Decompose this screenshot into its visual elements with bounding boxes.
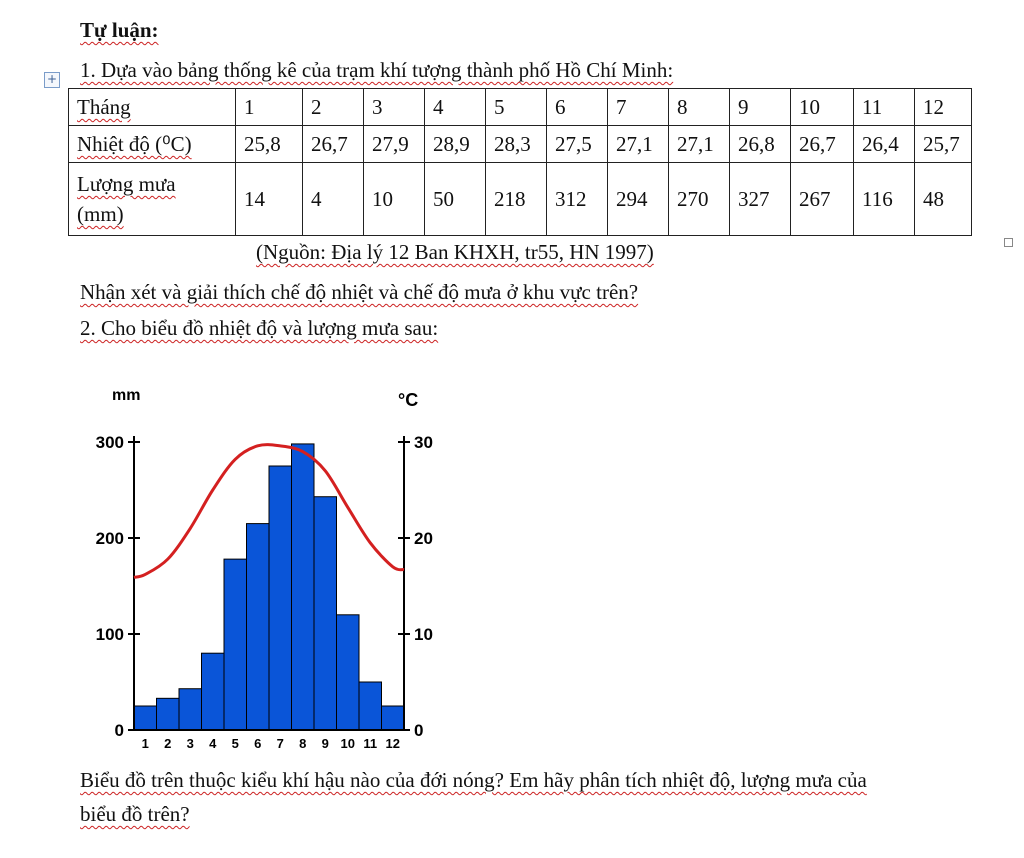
q1-task: Nhận xét và giải thích chế độ nhiệt và chế độ mưa ở khu vực trên? <box>80 280 639 304</box>
rainfall-cell: 312 <box>547 163 608 236</box>
rainfall-cell: 10 <box>364 163 425 236</box>
table-move-handle-icon[interactable]: + <box>44 72 60 88</box>
rain-bar <box>337 615 360 730</box>
temperature-cell: 25,7 <box>915 126 972 163</box>
table-row-month <box>69 89 972 126</box>
right-tick-label: 30 <box>414 433 433 452</box>
rainfall-cell: 267 <box>791 163 854 236</box>
left-tick-label: 200 <box>95 529 124 548</box>
rainfall-cell: 4 <box>303 163 364 236</box>
month-cell: 7 <box>608 89 669 126</box>
climate-table <box>68 88 972 236</box>
month-cell: 3 <box>364 89 425 126</box>
month-tick-label: 11 <box>363 736 378 750</box>
table-source <box>256 240 654 265</box>
q2-task-line1: Biểu đồ trên thuộc kiểu khí hậu nào của đới nóng? Em hãy phân tích nhiệt độ, lượng mưa của <box>80 768 867 792</box>
rain-bar <box>224 559 247 730</box>
right-tick-label: 20 <box>414 529 433 548</box>
month-tick-label: 2 <box>164 736 172 750</box>
rainfall-cell: 218 <box>486 163 547 236</box>
left-tick-label: 0 <box>114 721 124 740</box>
right-tick-label: 10 <box>414 625 433 644</box>
temperature-cell: 26,7 <box>303 126 364 163</box>
temperature-cell: 27,5 <box>547 126 608 163</box>
left-tick-label: 300 <box>95 433 124 452</box>
left-tick-label: 100 <box>95 625 124 644</box>
row-label-rainfall: Lượng mưa (mm) <box>69 163 236 236</box>
rain-bar <box>269 466 292 730</box>
q1-prompt: 1. Dựa vào bảng thống kê của trạm khí tượng thành phố Hồ Chí Minh: <box>80 58 674 82</box>
row-label-temperature: Nhiệt độ (⁰C) <box>69 126 236 163</box>
month-cell: 11 <box>854 89 915 126</box>
rainfall-cell: 50 <box>425 163 486 236</box>
right-tick-label: 0 <box>414 721 424 740</box>
rainfall-cell: 116 <box>854 163 915 236</box>
month-tick-label: 12 <box>385 736 400 750</box>
month-cell: 9 <box>730 89 791 126</box>
month-cell: 12 <box>915 89 972 126</box>
right-axis-unit-label: °C <box>398 390 419 410</box>
month-tick-label: 8 <box>299 736 307 750</box>
table-resize-handle[interactable] <box>1004 238 1013 247</box>
rain-bar <box>382 706 405 730</box>
q2-task-line2: biểu đồ trên? <box>80 802 190 826</box>
rain-bar <box>134 706 157 730</box>
rain-bar <box>247 524 270 730</box>
temperature-cell: 27,1 <box>608 126 669 163</box>
rainfall-cell: 48 <box>915 163 972 236</box>
rain-bar <box>359 682 382 730</box>
table-row-temperature <box>69 126 972 163</box>
month-cell: 10 <box>791 89 854 126</box>
month-cell: 6 <box>547 89 608 126</box>
rain-bar <box>314 497 337 730</box>
q2-prompt: 2. Cho biểu đồ nhiệt độ và lượng mưa sau: <box>80 316 439 340</box>
month-tick-label: 1 <box>141 736 149 750</box>
month-tick-label: 5 <box>231 736 239 750</box>
temperature-cell: 26,7 <box>791 126 854 163</box>
rain-bar <box>179 689 202 730</box>
month-tick-label: 6 <box>254 736 262 750</box>
month-tick-label: 3 <box>186 736 194 750</box>
month-cell: 1 <box>236 89 303 126</box>
temperature-cell: 26,4 <box>854 126 915 163</box>
rainfall-cell: 270 <box>669 163 730 236</box>
month-tick-label: 7 <box>276 736 284 750</box>
rainfall-cell: 14 <box>236 163 303 236</box>
month-tick-label: 10 <box>340 736 355 750</box>
temperature-cell: 27,1 <box>669 126 730 163</box>
temperature-cell: 26,8 <box>730 126 791 163</box>
row-label-month: Tháng <box>69 89 236 126</box>
temperature-cell: 27,9 <box>364 126 425 163</box>
table-row-rainfall <box>69 163 972 236</box>
rain-bar <box>202 653 225 730</box>
left-axis-unit-label: mm <box>112 387 141 404</box>
rainfall-cell: 294 <box>608 163 669 236</box>
rain-bar <box>292 444 315 730</box>
temperature-cell: 25,8 <box>236 126 303 163</box>
rain-bar <box>157 698 180 730</box>
temperature-cell: 28,9 <box>425 126 486 163</box>
month-cell: 2 <box>303 89 364 126</box>
month-tick-label: 9 <box>321 736 329 750</box>
month-cell: 8 <box>669 89 730 126</box>
month-cell: 5 <box>486 89 547 126</box>
temperature-cell: 28,3 <box>486 126 547 163</box>
source-text: (Nguồn: Địa lý 12 Ban KHXH, tr55, HN 1997) <box>256 240 654 264</box>
rainfall-cell: 327 <box>730 163 791 236</box>
heading: Tự luận: <box>80 18 159 42</box>
month-cell: 4 <box>425 89 486 126</box>
month-tick-label: 4 <box>209 736 217 750</box>
climate-chart <box>76 380 456 750</box>
